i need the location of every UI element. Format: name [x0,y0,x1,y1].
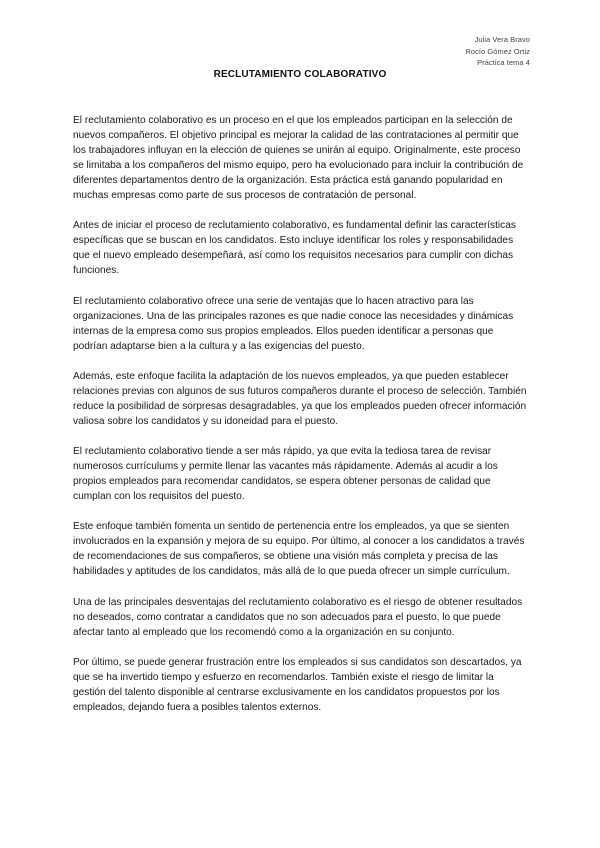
paragraph: Antes de iniciar el proceso de reclutamiento colaborativo, es fundamental definir las características específicas que se buscan en los candidatos. Esto incluye identificar los roles y responsabilidades que el nuevo empleado desempeñará, así como los requisitos necesarios para cumplir con dichas funciones. [73,220,516,277]
author-name-1: Julia Vera Bravo [474,35,530,44]
document-header-meta [465,34,530,69]
paragraph: Una de las principales desventajas del reclutamiento colaborativo es el riesgo de obtener resultados no deseados, como contratar a candidatos que no son adecuados para el puesto, lo que puede afectar tanto al empleado que los recomendó como a la organización en su conjunto. [73,596,523,638]
assignment-label: Práctica tema 4 [477,58,530,68]
document-body [73,113,529,730]
paragraph: El reclutamiento colaborativo ofrece una serie de ventajas que lo hacen atractivo para las organizaciones. Una de las principales razones es que nadie conoce las necesidades y dinámicas internas de la empresa como sus propios empleados. Ellos pueden identificar a personas que podrían adaptarse bien a la cultura y a las exigencias del puesto. [73,295,514,352]
paragraph: Por último, se puede generar frustración entre los empleados si sus candidatos son descartados, ya que se ha invertido tiempo y esfuerzo en recomendarlos. También existe el riesgo de limitar la gestión del talento disponible al centrarse exclusivamente en los candidatos propuestos por los empleados, dejando fuera a posibles talentos externos. [73,657,522,714]
paragraph: El reclutamiento colaborativo tiende a ser más rápido, ya que evita la tediosa tarea de revisar numerosos currículums y permite llenar las vacantes más rápidamente. Además al acudir a los propios empleados para recomendar candidatos, se espera obtener personas de calidad que cumplan con los requisitos del puesto. [73,446,498,503]
paragraph: Este enfoque también fomenta un sentido de pertenencia entre los empleados, ya que se sienten involucrados en la expansión y mejora de su equipo. Por último, al conocer a los candidatos a través de recomendaciones de sus compañeros, se obtiene una visión más completa y precisa de las habilidades y aptitudes de los candidatos, más allá de lo que pueda ofrecer un simple currículum. [73,521,525,578]
document-title: RECLUTAMIENTO COLABORATIVO [213,69,387,80]
paragraph: El reclutamiento colaborativo es un proceso en el que los empleados participan en la selección de nuevos compañeros. El objetivo principal es mejorar la calidad de las contrataciones al permitir que los trabajadores influyan en la elección de quienes se unirán al equipo. Originalmente, este proceso se limitaba a los compañeros del mismo equipo, pero ha evolucionado para incluir la contribución de diferentes departamentos dentro de la organización. Esta práctica está ganando popularidad en muchas empresas como parte de sus procesos de contratación de personal. [73,115,524,201]
paragraph: Además, este enfoque facilita la adaptación de los nuevos empleados, ya que pueden establecer relaciones previas con algunos de sus futuros compañeros durante el proceso de selección. También reduce la posibilidad de sorpresas desagradables, ya que los empleados pueden ofrecer información valiosa sobre los candidatos y su idoneidad para el puesto. [73,370,527,427]
author-name-2: Rocío Gómez Ortiz [465,46,530,56]
